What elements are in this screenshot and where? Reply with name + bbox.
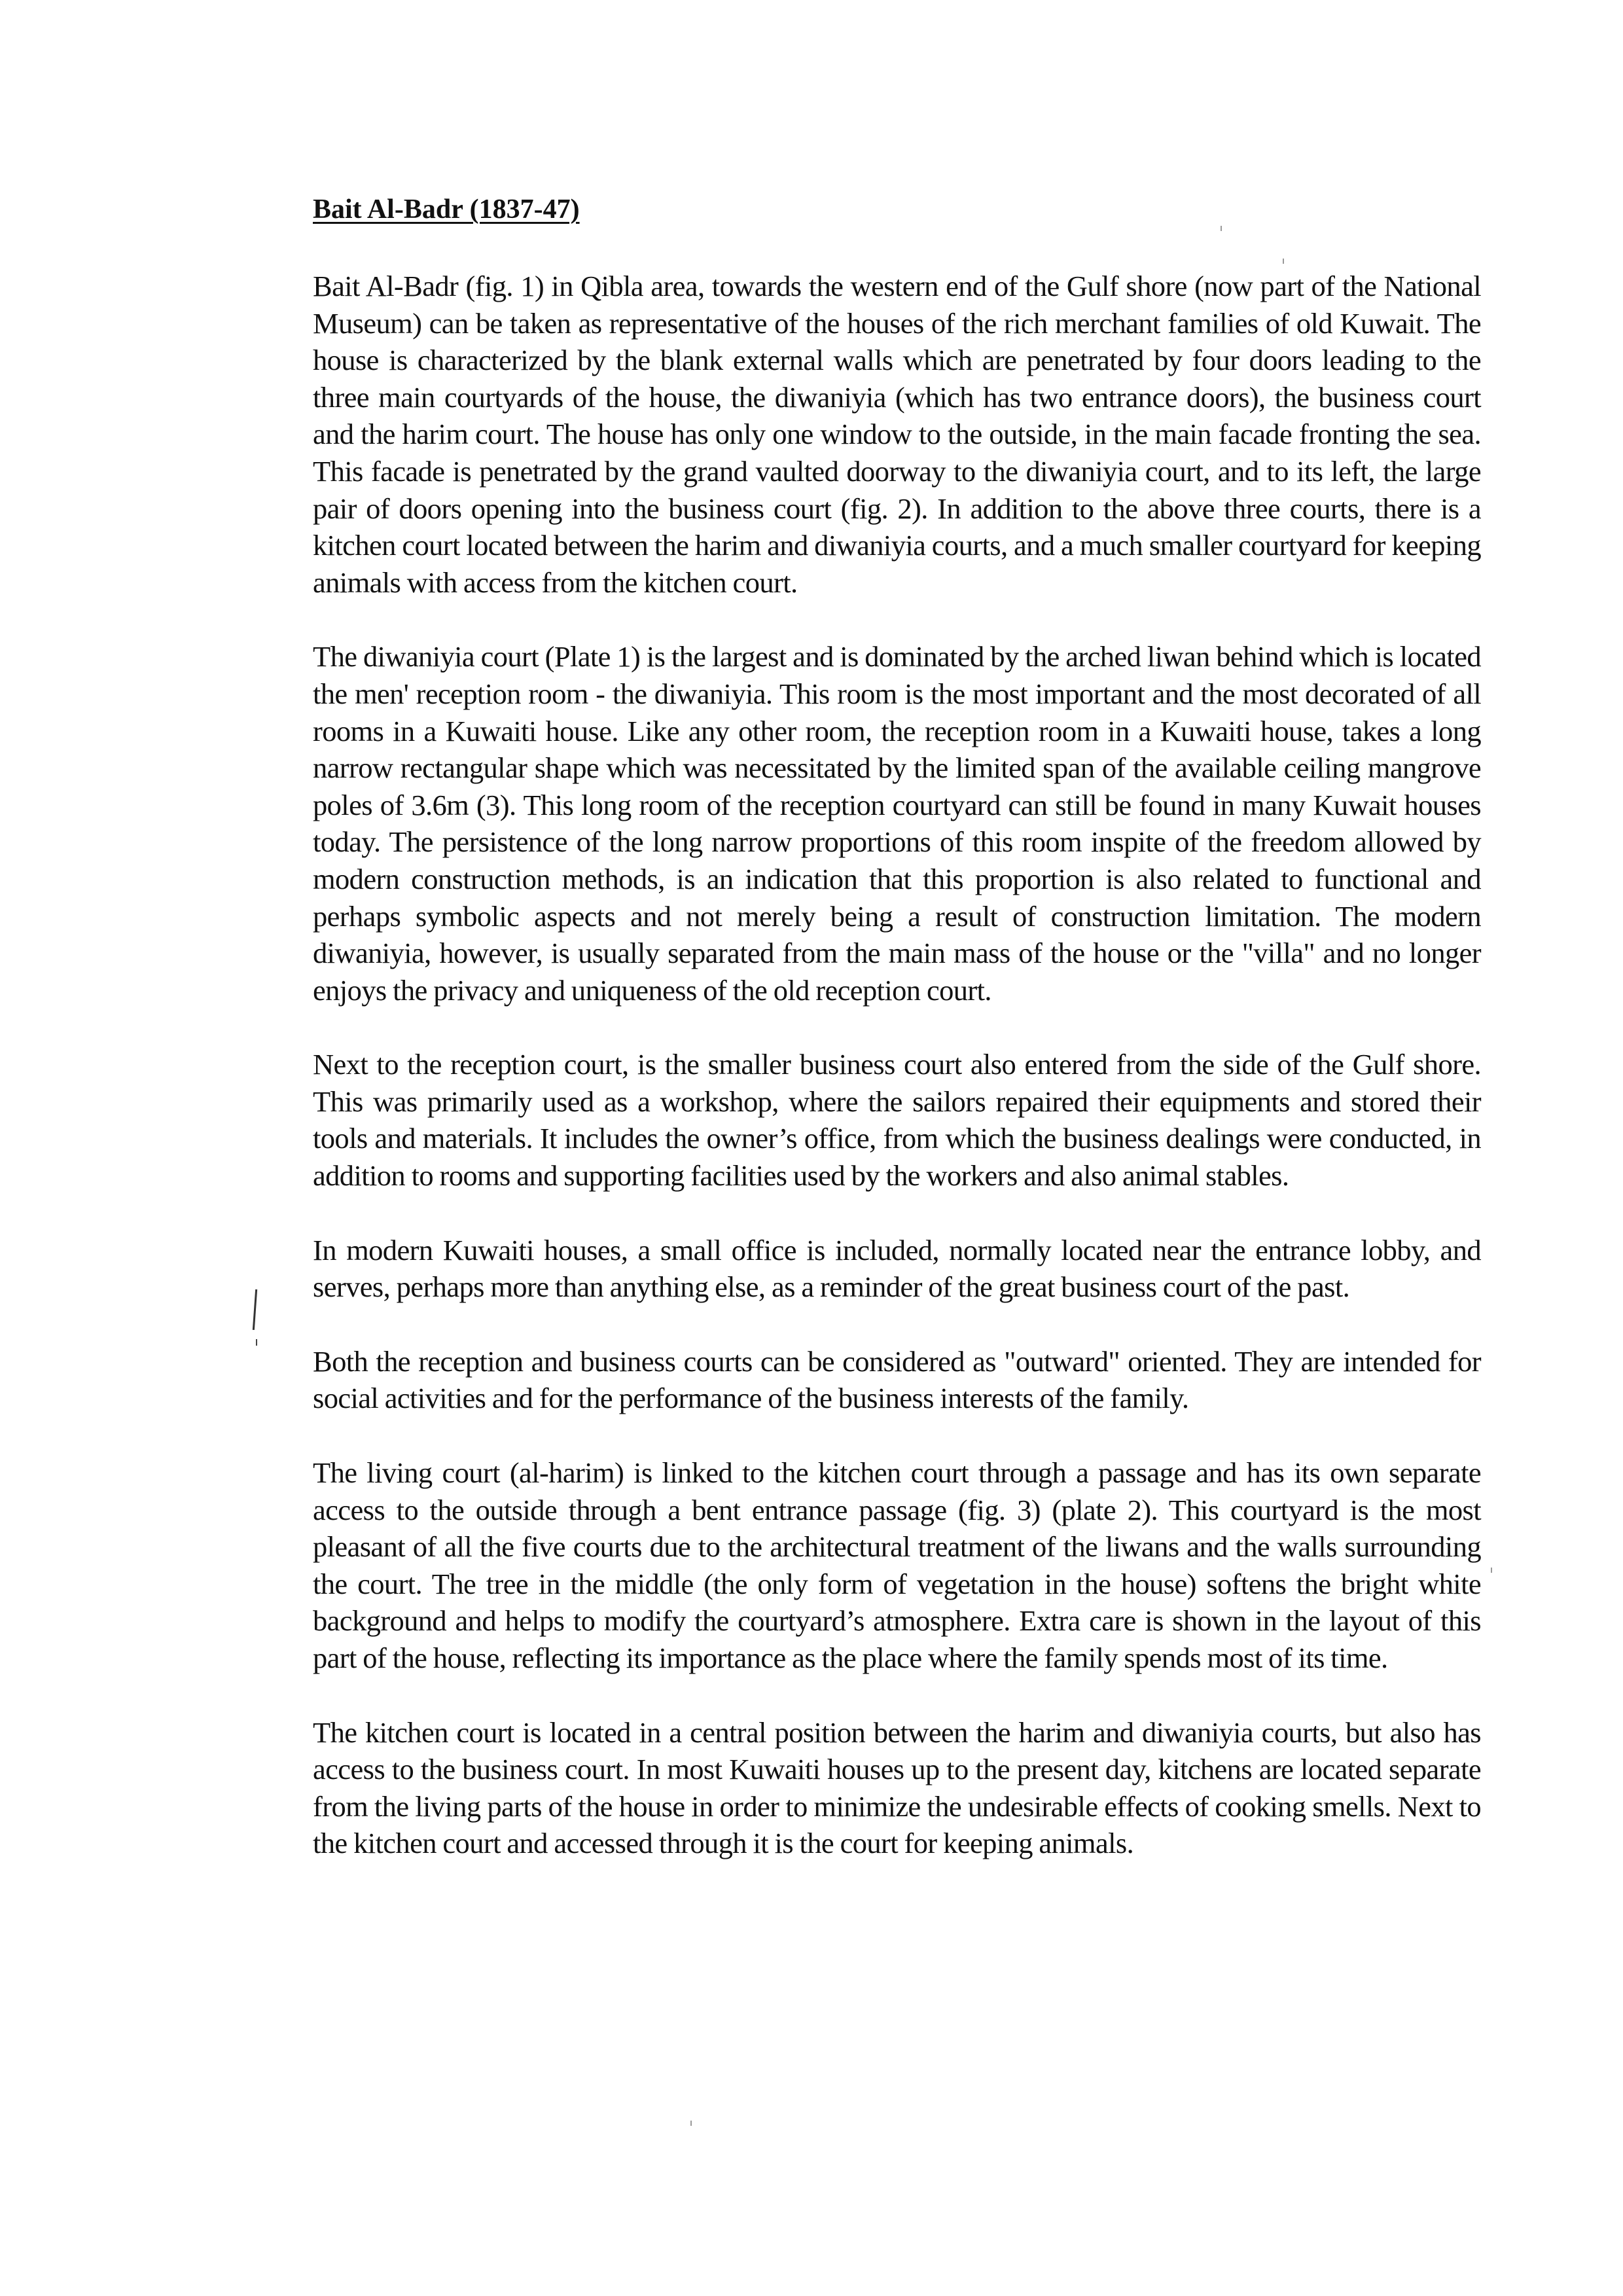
paragraph-kitchen-court: The kitchen court is located in a central position between the harim and diwaniyia courts, but also has access to the business court. In most Kuwaiti houses up to the present day, kitchens are located separate from the living parts of the house in order to minimize the undesirable effects of cooking smells. Next to the kitchen court and accessed through it is the court for keeping animals.: [313, 1715, 1481, 1860]
paragraph-intro: Bait Al-Badr (fig. 1) in Qibla area, towards the western end of the Gulf shore (now part of the National Museum) can be taken as representative of the houses of the rich merchant families of old Kuwait. The house is characterized by the blank external walls which are penetrated by four doors leading to the three main courtyards of the house, the diwaniyia (which has two entrance doors), the business court and the harim court. The house has only one window to the outside, in the main facade fronting the sea. This facade is penetrated by the grand vaulted doorway to the diwaniyia court, and to its left, the large pair of doors opening into the business court (fig. 2). In addition to the above three courts, there is a kitchen court located between the harim and diwaniyia courts, and a much smaller courtyard for keeping animals with access from the kitchen court.: [313, 270, 1481, 599]
scan-speck: [1221, 226, 1222, 231]
paragraph-diwaniyia-court: The diwaniyia court (Plate 1) is the largest and is dominated by the arched liwan behind which is located the men' reception room - the diwaniyia. This room is the most important and the most decorated of all rooms in a Kuwaiti house. Like any other room, the reception room in a Kuwaiti house, takes a long narrow rectangular shape which was necessitated by the limited span of the available ceiling mangrove poles of 3.6m (3). This long room of the reception courtyard can still be found in many Kuwait houses today. The persistence of the long narrow proportions of this room inspite of the freedom allowed by modern construction methods, is an indication that this proportion is also related to functional and perhaps symbolic aspects and not merely being a result of construction limitation. The modern diwaniyia, however, is usually separated from the main mass of the house or the "villa" and no longer enjoys the privacy and uniqueness of the old reception court.: [313, 640, 1481, 1007]
scan-speck: [1283, 259, 1284, 264]
section-heading: Bait Al-Badr (1837-47): [313, 194, 580, 224]
margin-pencil-mark: [253, 1289, 257, 1330]
paragraph-modern-office: In modern Kuwaiti houses, a small office is included, normally located near the entrance lobby, and serves, perhaps more than anything else, as a reminder of the great business court of the past.: [313, 1233, 1481, 1304]
scan-speck: [1491, 1568, 1492, 1573]
paragraph-business-court: Next to the reception court, is the smaller business court also entered from the side of the Gulf shore. This was primarily used as a workshop, where the sailors repaired their equipments and stored their tools and materials. It includes the owner’s office, from which the business dealings were conducted, in addition to rooms and supporting facilities used by the workers and also animal stables.: [313, 1048, 1481, 1193]
scan-speck: [690, 2121, 692, 2126]
paragraph-living-court: The living court (al-harim) is linked to the kitchen court through a passage and has its own separate access to the outside through a bent entrance passage (fig. 3) (plate 2). This courtyard is the most pleasant of all the five courts due to the architectural treatment of the liwans and the walls surrounding the court. The tree in the middle (the only form of vegetation in the house) softens the bright white background and helps to modify the courtyard’s atmosphere. Extra care is shown in the layout of this part of the house, reflecting its importance as the place where the family spends most of its time.: [313, 1456, 1481, 1674]
margin-pencil-mark-tick: [256, 1339, 257, 1346]
paragraph-outward-courts: Both the reception and business courts can be considered as "outward" oriented. They are intended for social activities and for the performance of the business interests of the family.: [313, 1344, 1481, 1415]
document-page: [313, 191, 1481, 1899]
